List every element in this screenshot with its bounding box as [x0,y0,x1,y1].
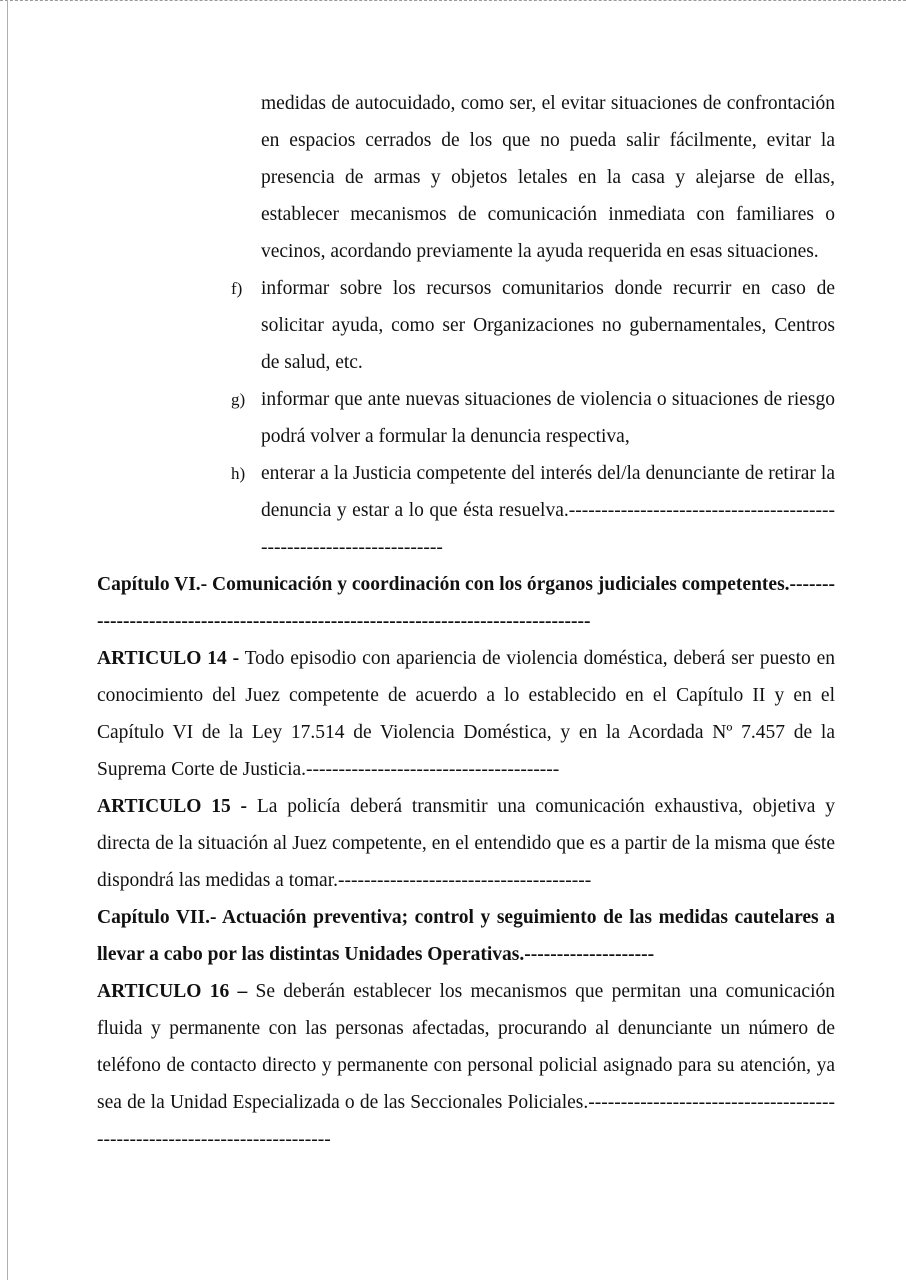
article-14-label: ARTICULO 14 - [97,648,240,669]
chapter-7-heading: Capítulo VII.- Actuación preventiva; control y seguimiento de las medidas cautelares a llevar a cabo por las distintas Unidades Operativas.-------------------- [97,907,835,965]
article-14 [97,640,835,788]
article-16-text: Se deberán establecer los mecanismos que permitan una comunicación fluida y permanente con las personas afectadas, procurando al denunciante un número de teléfono de contacto directo y permanente con personal policial asignado para su atención, ya sea de la Unidad Especializada o de las Seccionales Policiales.-------------------------------------------------------------------------- [97,981,835,1150]
article-14-text: Todo episodio con apariencia de violencia doméstica, deberá ser puesto en conocimiento del Juez competente de acuerdo a lo establecido en el Capítulo II y en el Capítulo VI de la Ley 17.514 de Violencia Doméstica, y en la Acordada Nº 7.457 de la Suprema Corte de Justicia.--------------------------------------- [97,648,835,780]
document-body [97,85,835,1158]
list-text-g: informar que ante nuevas situaciones de violencia o situaciones de riesgo podrá volver a formular la denuncia respectiva, [261,389,835,447]
page-edge-top [0,0,906,4]
article-16 [97,973,835,1158]
list-letter-h: h) [231,464,246,483]
article-15-text: La policía deberá transmitir una comunicación exhaustiva, objetiva y directa de la situación al Juez competente, en el entendido que es a partir de la misma que éste dispondrá las medidas a tomar.--------------------------------------- [97,796,836,891]
chapter-6-heading: Capítulo VI.- Comunicación y coordinación con los órganos judiciales competentes.----------------------------------------------------------------------------------- [97,574,835,632]
article-15-label: ARTICULO 15 - [97,796,248,817]
list-item-continuation: medidas de autocuidado, como ser, el evitar situaciones de confrontación en espacios cerrados de los que no pueda salir fácilmente, evitar la presencia de armas y objetos letales en la casa y alejarse de ellas, establecer mecanismos de comunicación inmediata con familiares o vecinos, acordando previamente la ayuda requerida en esas situaciones. [261,93,835,262]
list-item-g [231,381,835,455]
list-text-h: enterar a la Justicia competente del interés del/la denunciante de retirar la denuncia y estar a lo que ésta resuelva.--------------------------------------------------------------------- [261,463,835,558]
list-letter-g: g) [231,390,246,409]
list-item-h [231,455,835,566]
page-edge-left [0,0,8,1280]
list-text-f: informar sobre los recursos comunitarios donde recurrir en caso de solicitar ayuda, como ser Organizaciones no gubernamentales, Centros de salud, etc. [261,278,835,373]
list-letter-f: f) [231,279,243,298]
article-16-label: ARTICULO 16 – [97,981,248,1002]
article-15 [97,788,835,899]
list-item-f [231,270,835,381]
